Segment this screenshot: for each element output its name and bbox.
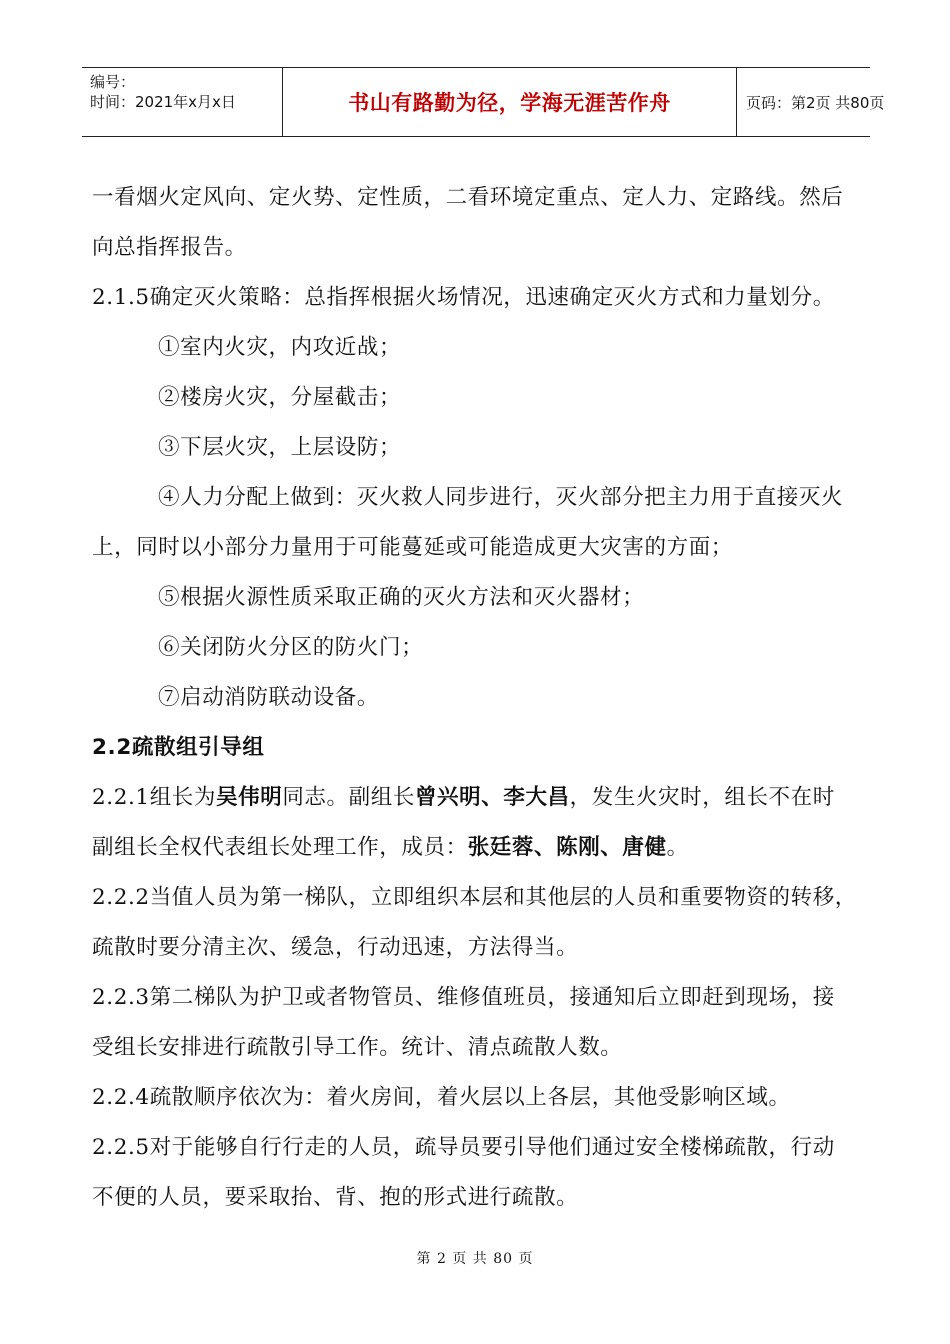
- page-footer: 第 2 页 共 80 页: [416, 1251, 534, 1267]
- deputy-leader-names: 曾兴明、李大昌: [414, 785, 570, 810]
- body-line: 向总指挥报告。: [92, 235, 247, 260]
- body-line: 2.1.5确定灭火策略：总指挥根据火场情况，迅速确定灭火方式和力量划分。: [92, 285, 835, 310]
- body-text: 2.2.1组长为: [92, 785, 217, 810]
- header-motto: 书山有路勤为径，学海无涯苦作舟: [348, 91, 671, 115]
- list-item: ②楼房火灾，分屋截击；: [158, 385, 402, 410]
- body-text: 副组长全权代表组长处理工作，成员：: [92, 835, 468, 860]
- body-line: 2.2.3第二梯队为护卫或者物管员、维修值班员，接通知后立即赶到现场，接: [92, 985, 835, 1010]
- body-line: 上，同时以小部分力量用于可能蔓延或可能造成更大灾害的方面；: [92, 535, 733, 560]
- body-line: 一看烟火定风向、定火势、定性质，二看环境定重点、定人力、定路线。然后: [92, 185, 844, 210]
- body-line: 2.2.4疏散顺序依次为：着火房间，着火层以上各层，其他受影响区域。: [92, 1085, 791, 1110]
- leader-name: 吴伟明: [216, 785, 283, 810]
- body-text: 。: [666, 835, 689, 860]
- member-names: 张廷蓉、陈刚、唐健: [467, 835, 667, 860]
- body-text: 同志。副组长: [282, 785, 415, 810]
- list-item: ③下层火灾，上层设防；: [158, 435, 402, 460]
- header-motto-cell: [282, 68, 737, 136]
- body-line: 疏散时要分清主次、缓急，行动迅速，方法得当。: [92, 935, 579, 960]
- list-item: ⑦启动消防联动设备。: [158, 685, 380, 710]
- body-text: ，发生火灾时，组长不在时: [569, 785, 835, 810]
- list-item: ④人力分配上做到：灭火救人同步进行，灭火部分把主力用于直接灭火: [158, 485, 844, 510]
- body-line: [92, 830, 689, 861]
- body-line: 受组长安排进行疏散引导工作。统计、清点疏散人数。: [92, 1035, 623, 1060]
- body-line: 不便的人员，要采取抬、背、抱的形式进行疏散。: [92, 1185, 579, 1210]
- section-heading: 2.2疏散组引导组: [92, 735, 265, 760]
- header-page-info: 页码：第2页 共80页: [746, 93, 885, 112]
- header-page-cell: [737, 68, 885, 136]
- body-line: [92, 780, 835, 811]
- document-date: 时间：2021年x月x日: [90, 93, 236, 111]
- header-left-cell: [82, 68, 282, 136]
- body-line: 2.2.5对于能够自行行走的人员，疏导员要引导他们通过安全楼梯疏散，行动: [92, 1135, 835, 1160]
- list-item: ①室内火灾，内攻近战；: [158, 335, 402, 360]
- body-line: 2.2.2当值人员为第一梯队，立即组织本层和其他层的人员和重要物资的转移，: [92, 885, 857, 910]
- list-item: ⑤根据火源性质采取正确的灭火方法和灭火器材；: [158, 585, 645, 610]
- document-number-label: 编号：: [90, 73, 136, 91]
- header-table: [82, 67, 885, 137]
- list-item: ⑥关闭防火分区的防火门；: [158, 635, 424, 660]
